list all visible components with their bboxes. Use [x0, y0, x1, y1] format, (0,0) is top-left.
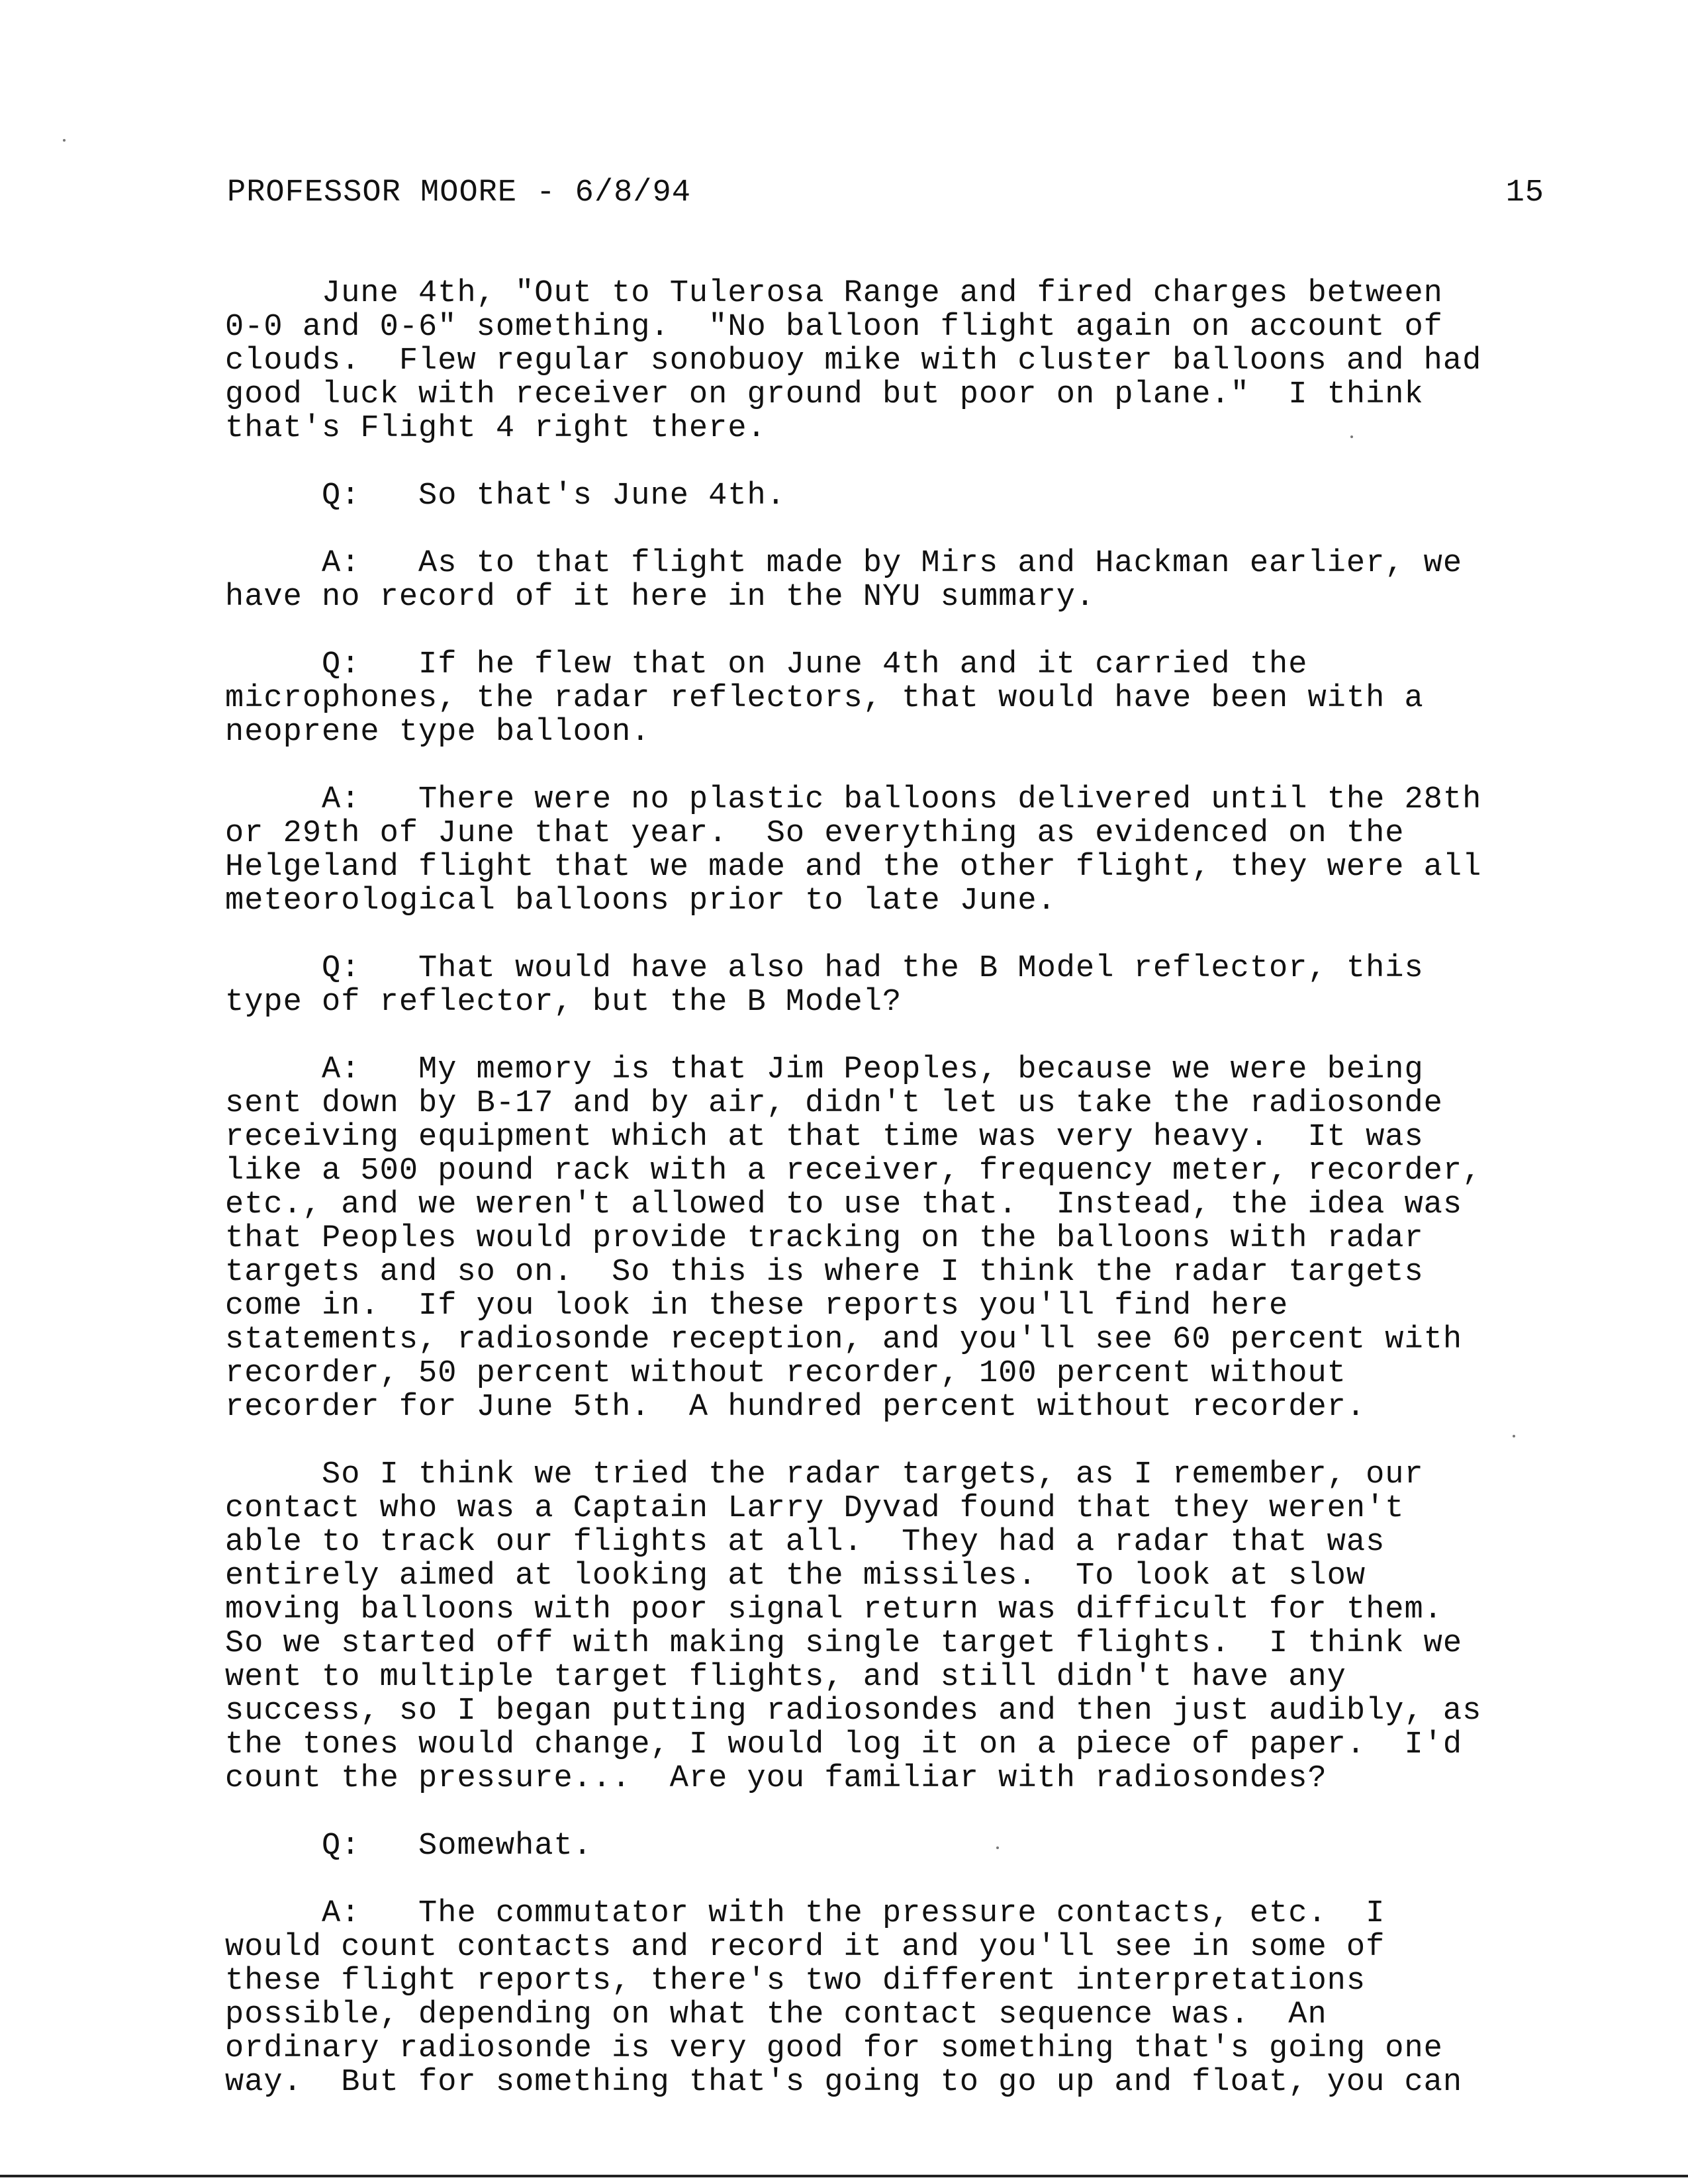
transcript-line: good luck with receiver on ground but poor on plane." I think [225, 377, 1424, 412]
transcript-line: A: My memory is that Jim Peoples, because we were being [225, 1052, 1424, 1087]
transcript-line: the tones would change, I would log it on a piece of paper. I'd [225, 1727, 1463, 1762]
transcript-paragraph [225, 1897, 1549, 2099]
transcript-line: So we started off with making single target flights. I think we [225, 1626, 1463, 1661]
scan-speck [996, 1846, 999, 1849]
transcript-line: neoprene type balloon. [225, 715, 651, 750]
header-title: PROFESSOR MOORE - 6/8/94 [227, 175, 691, 210]
transcript-line: A: As to that flight made by Mirs and Hackman earlier, we [225, 546, 1463, 581]
transcript-line: statements, radiosonde reception, and you'll see 60 percent with [225, 1322, 1463, 1357]
transcript-paragraph [225, 783, 1549, 918]
transcript-line: Q: So that's June 4th. [225, 478, 786, 514]
transcript-paragraph [225, 1053, 1549, 1424]
transcript-line: ordinary radiosonde is very good for something that's going one [225, 2031, 1443, 2066]
transcript-line: 0-0 and 0-6" something. "No balloon flight again on account of [225, 310, 1443, 345]
transcript-line: have no record of it here in the NYU summary. [225, 580, 1096, 615]
transcript-line: success, so I began putting radiosondes and then just audibly, as [225, 1694, 1482, 1729]
transcript-line: Q: Somewhat. [225, 1829, 592, 1864]
transcript-line: Helgeland flight that we made and the other flight, they were all [225, 850, 1482, 885]
transcript-line: that's Flight 4 right there. [225, 411, 767, 446]
transcript-line: sent down by B-17 and by air, didn't let us take the radiosonde [225, 1086, 1443, 1121]
transcript-line: like a 500 pound rack with a receiver, frequency meter, recorder, [225, 1154, 1482, 1189]
transcript-line: able to track our flights at all. They had a radar that was [225, 1525, 1385, 1560]
transcript-line: recorder for June 5th. A hundred percent without recorder. [225, 1390, 1366, 1425]
transcript-line: moving balloons with poor signal return was difficult for them. [225, 1592, 1443, 1627]
transcript-line: way. But for something that's going to go up and float, you can [225, 2065, 1463, 2100]
scan-speck [1513, 1435, 1515, 1437]
transcript-line: So I think we tried the radar targets, as I remember, our [225, 1457, 1424, 1492]
scan-speck [63, 139, 66, 142]
transcript-body [225, 277, 1549, 2133]
transcript-line: contact who was a Captain Larry Dyvad found that they weren't [225, 1491, 1405, 1526]
transcript-paragraph [225, 479, 1549, 513]
transcript-line: meteorological balloons prior to late June. [225, 884, 1056, 919]
scan-edge-line [0, 2175, 1688, 2177]
transcript-line: would count contacts and record it and you'll see in some of [225, 1930, 1385, 1965]
transcript-line: microphones, the radar reflectors, that would have been with a [225, 681, 1424, 716]
transcript-paragraph [225, 648, 1549, 749]
transcript-line: June 4th, "Out to Tulerosa Range and fired charges between [225, 276, 1443, 311]
transcript-line: that Peoples would provide tracking on the balloons with radar [225, 1221, 1424, 1256]
transcript-line: Q: If he flew that on June 4th and it carried the [225, 647, 1308, 682]
transcript-paragraph [225, 952, 1549, 1019]
transcript-line: clouds. Flew regular sonobuoy mike with cluster balloons and had [225, 343, 1482, 379]
transcript-line: type of reflector, but the B Model? [225, 985, 902, 1020]
transcript-line: etc., and we weren't allowed to use that. Instead, the idea was [225, 1187, 1463, 1222]
transcript-line: targets and so on. So this is where I think the radar targets [225, 1255, 1424, 1290]
transcript-line: recorder, 50 percent without recorder, 100 percent without [225, 1356, 1346, 1391]
transcript-line: A: The commutator with the pressure contacts, etc. I [225, 1896, 1385, 1931]
scan-speck [1350, 435, 1353, 438]
transcript-line: went to multiple target flights, and still didn't have any [225, 1660, 1346, 1695]
transcript-line: entirely aimed at looking at the missiles. To look at slow [225, 1559, 1366, 1594]
transcript-paragraph [225, 547, 1549, 614]
transcript-line: these flight reports, there's two different interpretations [225, 1964, 1366, 1999]
transcript-line: receiving equipment which at that time was very heavy. It was [225, 1120, 1424, 1155]
transcript-paragraph [225, 1829, 1549, 1863]
transcript-line: Q: That would have also had the B Model reflector, this [225, 951, 1424, 986]
transcript-line: or 29th of June that year. So everything as evidenced on the [225, 816, 1405, 851]
transcript-paragraph [225, 277, 1549, 445]
page-number: 15 [1505, 175, 1544, 210]
transcript-paragraph [225, 1458, 1549, 1796]
transcript-line: come in. If you look in these reports you'll find here [225, 1289, 1289, 1324]
transcript-line: possible, depending on what the contact sequence was. An [225, 1997, 1327, 2032]
transcript-line: A: There were no plastic balloons delivered until the 28th [225, 782, 1482, 817]
transcript-line: count the pressure... Are you familiar with radiosondes? [225, 1761, 1327, 1796]
